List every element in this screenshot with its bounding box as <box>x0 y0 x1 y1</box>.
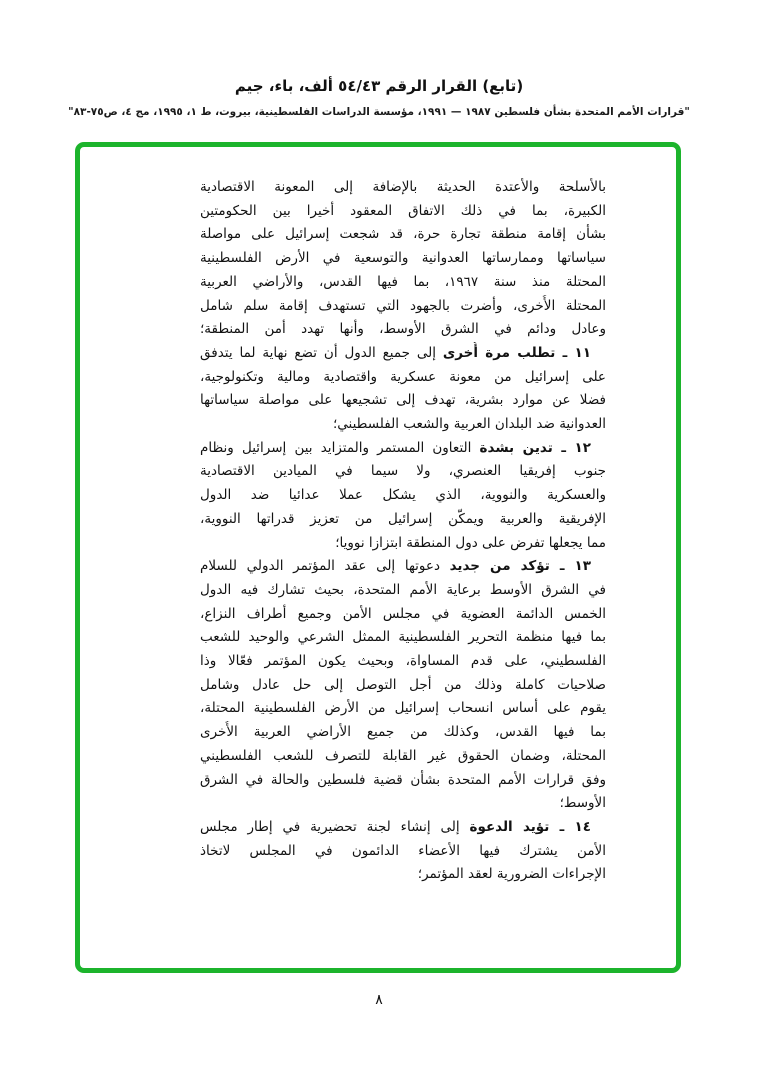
page-number: ٨ <box>375 992 383 1008</box>
text-line: ١٣ ـ تؤكد من جديد دعوتها إلى عقد المؤتمر الدولي للسلام <box>200 558 591 575</box>
text-line: مما يجعلها تفرض على دول المنطقة ابتزازا نوويا؛ <box>335 534 606 551</box>
bold-operative-phrase: ١٢ ـ تدين بشدة <box>479 439 592 456</box>
page-title: (تابع) القرار الرقم ٥٤/٤٣ ألف، باء، جيم <box>234 77 524 95</box>
text-line: المحتلة الأُخرى، وأضرت بالجهود التي تستهدف إقامة سلم شامل <box>200 297 606 314</box>
text-line: الكبيرة، بما في ذلك الاتفاق المعقود أخيرا بين الحكومتين <box>200 202 606 219</box>
text-line: جنوب إفريقيا العنصري، ولا سيما في الميادين الاقتصادية <box>200 463 606 480</box>
text-line: الخمس الدائمة العضوية في مجلس الأمن وجميع أطراف النزاع، <box>200 605 606 622</box>
bold-operative-phrase: ١٤ ـ تؤيد الدعوة <box>469 818 591 835</box>
source-citation: "قرارات الأمم المتحدة بشأن فلسطين ١٩٨٧ — ١٩٩١، مؤسسة الدراسات الفلسطينية، بيروت، ط ١، ١٩٩٥، مج ٤، ص٧٥-٨٣" <box>68 106 690 118</box>
text-line: ١١ ـ تطلب مرة أُخرى إلى جميع الدول أن تضع نهاية لما يتدفق <box>200 344 591 361</box>
text-line: صلاحيات كاملة وذلك من أجل التوصل إلى حل عادل وشامل <box>200 676 606 693</box>
bold-operative-phrase: ١٣ ـ تؤكد من جديد <box>449 558 591 575</box>
text-line: على إسرائيل من معونة عسكرية واقتصادية ومالية وتكنولوجية، <box>200 368 606 385</box>
text-line: بالأسلحة والأعتدة الحديثة بالإضافة إلى المعونة الاقتصادية <box>200 179 606 195</box>
text-line: يقوم على أساس انسحاب إسرائيل من الأرض الفلسطينية المحتلة، <box>200 700 606 717</box>
text-line: ١٢ ـ تدين بشدة التعاون المستمر والمتزايد بين إسرائيل ونظام <box>200 439 592 456</box>
text-line: بشأن إقامة منطقة تجارة حرة، قد شجعت إسرائيل على مواصلة <box>200 226 606 243</box>
text-line: الفلسطيني، على قدم المساواة، وبحيث يكون المؤتمر فعّالا وذا <box>200 653 606 670</box>
text-line: وفق قرارات الأمم المتحدة بشأن قضية فلسطين والحالة في الشرق <box>200 771 606 788</box>
text-line: ١٤ ـ تؤيد الدعوة إلى إنشاء لجنة تحضيرية في إطار مجلس <box>200 818 591 835</box>
bold-operative-phrase: ١١ ـ تطلب مرة أُخرى <box>442 344 591 361</box>
text-line: والعسكرية والنووية، الذي يشكل عملا عدائيا ضد الدول <box>200 487 606 504</box>
text-line: الأمن يشترك فيها الأعضاء الدائمون في المجلس لاتخاذ <box>200 842 606 859</box>
text-line: الإفريقية والعربية ويمكّن إسرائيل من تعزيز قدراتها النووية، <box>200 510 606 527</box>
text-line: المحتلة منذ سنة ١٩٦٧، بما فيها القدس، والأراضي العربية <box>200 273 606 290</box>
text-line: بما فيها القدس، وكذلك من جميع الأراضي العربية الأُخرى <box>200 724 606 741</box>
text-line: المحتلة، وضمان الحقوق غير القابلة للتصرف للشعب الفلسطيني <box>200 747 606 764</box>
text-line: بما فيها منظمة التحرير الفلسطينية الممثل الشرعي والوحيد للشعب <box>200 629 606 646</box>
text-line: الأوسط؛ <box>559 795 606 812</box>
text-line: فضلا عن موارد بشرية، تهدف إلى تشجيعها على مواصلة سياساتها <box>200 392 606 409</box>
text-line: وعادل ودائم في الشرق الأوسط، وأنها تهدد أمن المنطقة؛ <box>200 321 606 338</box>
resolution-text-block <box>200 176 606 887</box>
text-line: العدوانية ضد البلدان العربية والشعب الفلسطيني؛ <box>332 416 606 433</box>
text-line: في الشرق الأوسط برعاية الأمم المتحدة، بحيث تشارك فيه الدول <box>200 581 606 598</box>
text-line: سياساتها وممارساتها العدوانية والتوسعية في الأرض الفلسطينية <box>200 250 606 267</box>
text-line: الإجراءات الضرورية لعقد المؤتمر؛ <box>417 866 606 883</box>
